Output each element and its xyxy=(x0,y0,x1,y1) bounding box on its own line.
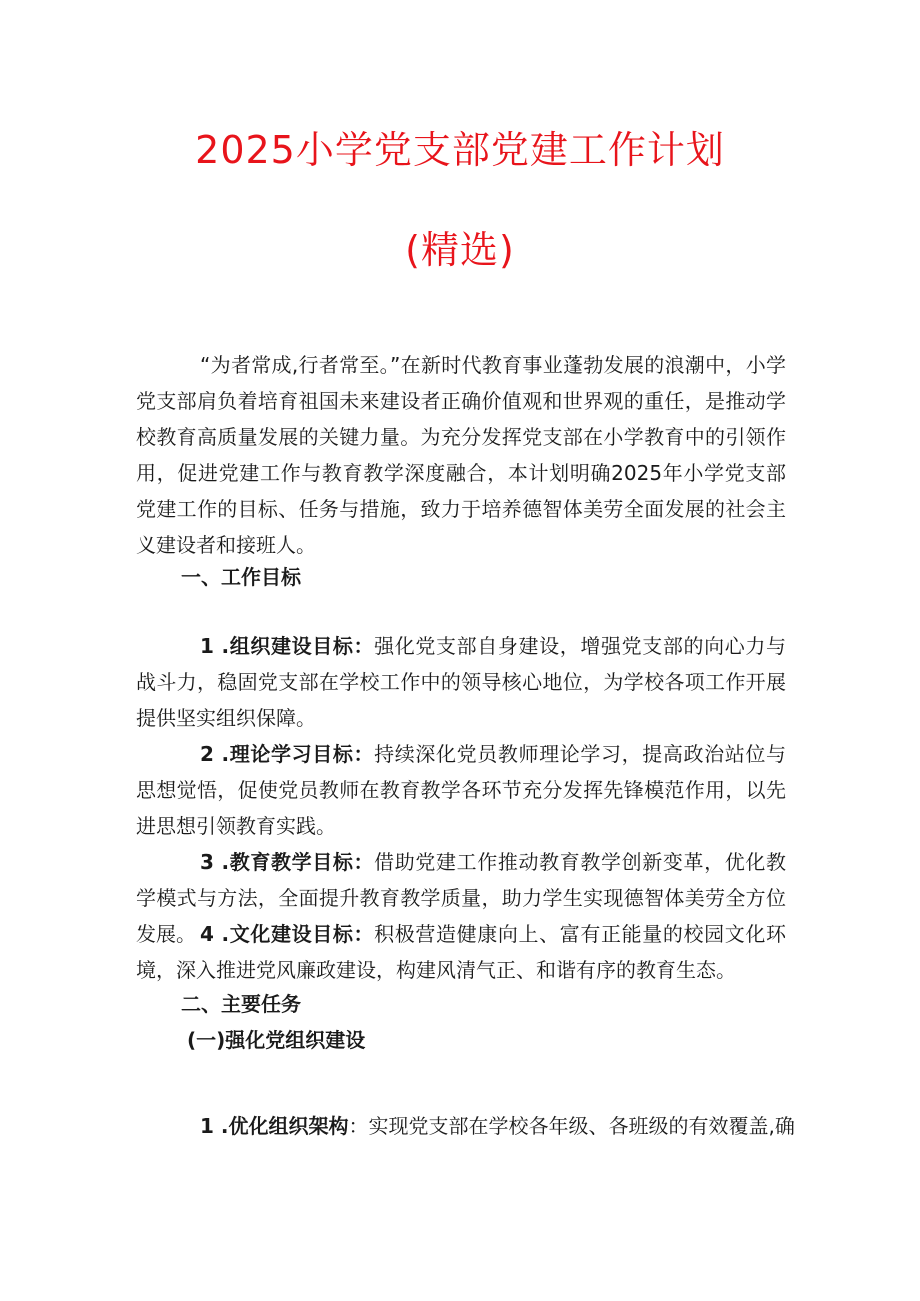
document-subtitle: (精选) xyxy=(405,228,515,272)
goal-label: 4 .文化建设目标： xyxy=(200,922,375,946)
goal-item-4 xyxy=(136,916,786,988)
section-heading-goals: 一、工作目标 xyxy=(181,565,301,589)
goal-label: 1 .组织建设目标： xyxy=(200,634,375,658)
task-text: ：实现党支部在学校各年级、各班级的有效覆盖,确 xyxy=(348,1114,795,1138)
section-heading-tasks: 二、主要任务 xyxy=(181,992,301,1016)
goal-text: 借助党建工作推动教育教学创新变革，优化教学模式与方法，全面提升教育教学质量，助力学生实现德智体美劳全方位发展。 xyxy=(136,850,786,946)
goal-label: 3 .教育教学目标： xyxy=(200,850,375,874)
goal-item-2 xyxy=(136,736,786,844)
intro-paragraph xyxy=(136,347,786,563)
goal-text: 强化党支部自身建设，增强党支部的向心力与战斗力，稳固党支部在学校工作中的领导核心地位，为学校各项工作开展提供坚实组织保障。 xyxy=(136,634,786,730)
document-title: 2025小学党支部党建工作计划 xyxy=(195,128,725,172)
goal-label: 2 .理论学习目标： xyxy=(200,742,375,766)
goal-item-1 xyxy=(136,628,786,736)
task-label: 1 .优化组织架构 xyxy=(200,1114,349,1138)
goal-text: 积极营造健康向上、富有正能量的校园文化环境，深入推进党风廉政建设，构建风清气正、和谐有序的教育生态。 xyxy=(136,922,786,982)
subsection-heading: (一)强化党组织建设 xyxy=(187,1028,366,1052)
goal-text: 持续深化党员教师理论学习，提高政治站位与思想觉悟，促使党员教师在教育教学各环节充分发挥先锋模范作用，以先进思想引领教育实践。 xyxy=(136,742,786,838)
intro-text: “为者常成,行者常至。”在新时代教育事业蓬勃发展的浪潮中，小学党支部肩负着培育祖国未来建设者正确价值观和世界观的重任，是推动学校教育高质量发展的关键力量。为充分发挥党支部在小学教育中的引领作用，促进党建工作与教育教学深度融合，本计划明确2025年小学党支部党建工作的目标、任务与措施，致力于培养德智体美劳全面发展的社会主义建设者和接班人。 xyxy=(136,353,786,557)
task-item-1 xyxy=(136,1108,796,1144)
